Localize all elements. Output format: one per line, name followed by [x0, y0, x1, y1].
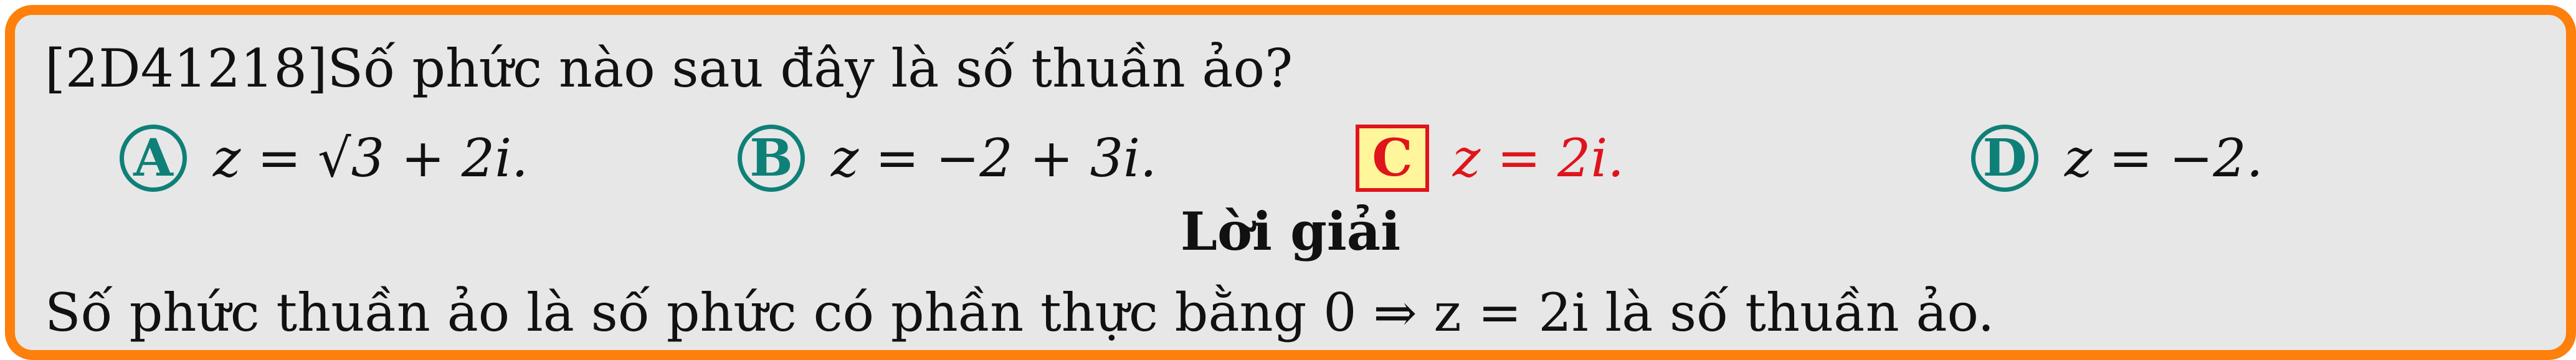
solution-heading: Lời giải: [1180, 201, 1401, 262]
choice-b: [738, 125, 1157, 192]
choice-b-label: B: [738, 125, 805, 192]
choice-d: [1971, 125, 2263, 192]
choice-b-text: z = −2 + 3i.: [831, 128, 1157, 189]
choice-c-text: z = 2i.: [1453, 128, 1625, 189]
choice-c-label: C: [1356, 125, 1429, 192]
question-card: [5, 5, 2576, 360]
choice-d-text: z = −2.: [2065, 128, 2263, 189]
choice-a-text: z = √3 + 2i.: [213, 128, 528, 189]
question-text: [2D41218]Số phức nào sau đây là số thuần ảo?: [45, 38, 1293, 99]
choice-a: [120, 125, 528, 192]
choice-a-label: A: [120, 125, 187, 192]
choice-d-label: D: [1971, 125, 2038, 192]
solution-text: Số phức thuần ảo là số phức có phần thực bằng 0 ⇒ z = 2i là số thuần ảo.: [45, 282, 1995, 343]
choice-c: [1356, 125, 1624, 192]
